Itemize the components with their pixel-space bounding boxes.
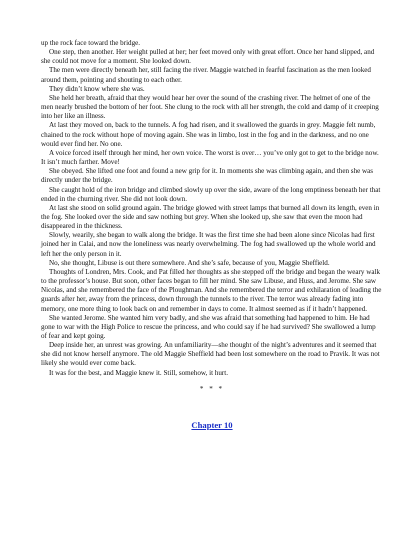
paragraph-13: Thoughts of Londren, Mrs. Cook, and Pat filled her thoughts as she stepped off the bridge and began the weary walk to the professor’s house. But soon, other faces began to fill her mind. She saw Libuse, and Huss, and Jerome. She saw Nicolas, and she remembered the face of the Ploughman. And she remembered the terror and exhilaration of leading the guards after her, away from the princess, down through the tunnels to the river. The terror was already fading into memory, one more thing to look back on and remember in days to come. It almost seemed as if it hadn’t happened.	[41, 267, 382, 313]
paragraph-11: Slowly, wearily, she began to walk along the bridge. It was the first time she had been alone since Nicolas had first joined her in Calai, and now the loneliness was nearly overwhelming. The fog had swallowed up the whole world and left her the only person in it.	[41, 231, 376, 258]
document-page	[41, 39, 383, 430]
chapter-link[interactable]: Chapter 10	[191, 419, 233, 430]
paragraph-14: She wanted Jerome. She wanted him very badly, and she was afraid that something had happened to him. He had gone to war with the High Police to rescue the princess, and who could say if he had survived? She swallowed a lump of fear and kept going.	[41, 313, 376, 340]
scene-separator: * * *	[199, 384, 225, 393]
paragraph-12: No, she thought, Libuse is out there somewhere. And she’s safe, because of you, Maggie Sheffield.	[49, 258, 330, 267]
paragraph-4: They didn’t know where she was.	[49, 84, 145, 93]
paragraph-9: She caught hold of the iron bridge and climbed slowly up over the side, aware of the long emptiness beneath her that ended in the churning river. She did not look down.	[41, 185, 381, 203]
paragraph-5: She held her breath, afraid that they would hear her over the sound of the crashing river. The helmet of one of the men nearly brushed the bottom of her foot. She clung to the rock with all her strength, the cold and damp of it creeping into her like an illness.	[41, 93, 379, 121]
paragraph-10: At last she stood on solid ground again. The bridge glowed with street lamps that burned all down its length, even in the fog. She looked over the side and saw nothing but grey. When she looked up, she saw that even the moon had disappeared in the thickness.	[41, 203, 380, 231]
paragraph-1: up the rock face toward the bridge.	[41, 39, 141, 47]
paragraph-15: Deep inside her, an unrest was growing. An unfamiliarity—she thought of the night’s adventures and it seemed that she did not know herself anymore. The old Maggie Sheffield had been lost somewhere on the road to Pravik. It was not likely she would ever come back.	[41, 341, 380, 368]
paragraph-2: One step, then another. Her weight pulled at her; her feet moved only with great effort. Once her hand slipped, and she could not move for a moment. She looked down.	[41, 48, 375, 66]
paragraph-3: The men were directly beneath her, still facing the river. Maggie watched in fearful fascination as the men looked around them, pointing and shouting to each other.	[41, 66, 371, 84]
paragraph-8: She obeyed. She lifted one foot and found a new grip for it. In moments she was climbing again, and then she was directly under the bridge.	[41, 167, 374, 185]
paragraph-16: It was for the best, and Maggie knew it. Still, somehow, it hurt.	[49, 368, 229, 377]
paragraph-7: A voice forced itself through her mind, her own voice. The worst is over… you’ve only got to get to the bridge now. It isn’t much farther. Move!	[41, 148, 379, 167]
paragraph-6: At last they moved on, back to the tunnels. A fog had risen, and it swallowed the guards in grey. Maggie felt numb, chained to the rock without hope of moving again. She was in limbo, lost in the fog and in the darkness, and no one would ever find her. No one.	[41, 121, 376, 148]
